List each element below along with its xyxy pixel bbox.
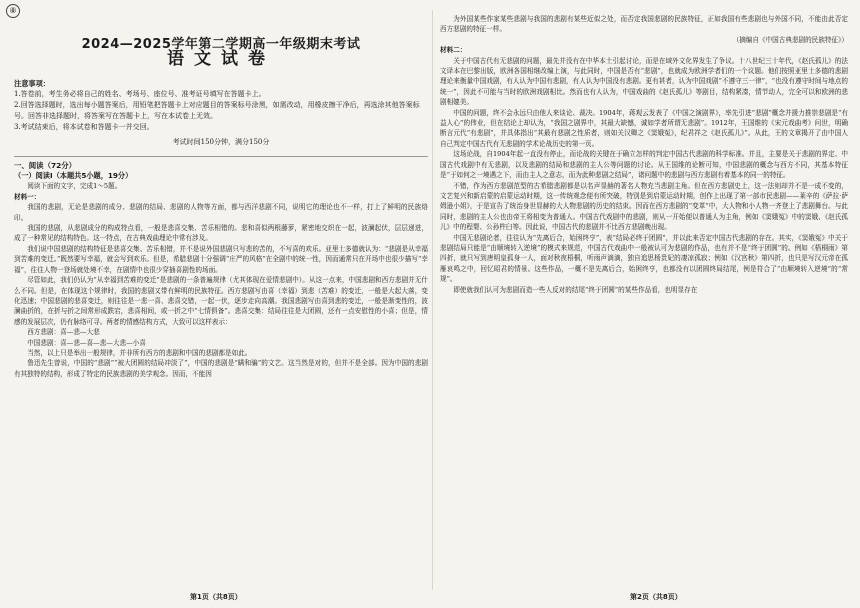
left-column (14, 14, 428, 588)
paragraph: 尽管如此，我们仍认为“从幸福到苦难的变迁”是悲剧的一条普遍规律（尤其体现在爱情悲剧中）。从这一点来，中国悲剧和西方悲剧并无什么不同。但是，在体现这个规律时，我国的悲剧又带有鲜明的民族特征。西方悲剧写由喜（幸福）到悲（苦难）的变迁，一般是大起大落，变化迅速；中国悲剧的悲喜变迁，则往往是一悲一喜、悲喜交错，一起一伏，逐步走向高潮。我国悲剧写由喜到悲的变迁，一般是渐变性的，波澜曲折的，在折与折之间常形成跌宕，悲喜相间，或一折之中“七情俱备”。悲喜交集：结局往往是大团圆，还有一点安慰性的小喜；但是，情感的发展层次，仍有脉络可寻。两者的情感结构方式，大致可以这样表示： (14, 276, 428, 326)
notes-heading: 注意事项： (14, 78, 50, 88)
separator-line (14, 156, 428, 157)
paragraph: 我国的悲剧，从悲剧成分的构成特点看，一般是悲喜交集、苦乐相错的。悲和喜似两根藤萝，紧密地交织在一起，波澜起伏，层层递进，成了一种常见的结构特色。这一特点，在古典戏曲理论中常有涉及。 (14, 224, 428, 243)
paragraph: 关于中国古代有无悲剧的问题，最先并没有在中华本土引起讨论，而是在域外文化界发生了争议。十八世纪三十年代，《赵氏孤儿》的法文译本在巴黎出版，欧洲各国相继改编上演，与此同时，中国是否有“悲剧”，也就成为欧洲学者们的一个议题。他们按照亚里士多德的悲剧理论来衡量中国戏剧，有人认为中国有悲剧，有人认为中国没有悲剧。更有甚者，认为中国戏剧“不遵守三一律”，“也没有遵守时间与地点的统一”，因此不可能与当时的欧洲戏剧相比。然而也有人认为，中国戏曲的《赵氏孤儿》等剧目，结构紧凑，情节动人，完全可以和欧洲的悲剧相媲美。 (440, 56, 848, 107)
paragraph: 我国的悲剧，无论是悲剧的成分、悲剧的结局、悲剧的人物等方面，都与西洋悲剧不同，说明它的理论也不一样，打上了鲜明的民族烙印。 (14, 203, 428, 222)
column-divider (432, 10, 433, 590)
paragraph: 西方悲剧：喜—悲—大悲 (27, 328, 100, 337)
subsection-heading: （一）阅读Ⅰ（本题共5小题，19分） (14, 171, 133, 181)
paragraph: 中国的问题，终不会永远只由他人来谈论、裁决。1904年，蒋观云发表了《中国之演剧界》，率先引进“悲剧”概念并援力推崇悲剧是“有益人心”的伟业，但在结论上却认为，“我国之剧界中，其最大缺憾，诚如学者所谓无悲剧”。1912年，王国维的《宋元戏曲考》问世，明确断言元代“有悲剧”，并具体指出“其最有悲剧之性质者，则如关汉卿之《窦娥冤》，纪君祥之《赵氏孤儿》”。从此，王的文章揭开了由中国人自己判定中国古代有无悲剧的学术论战历史的第一页。 (440, 108, 848, 148)
instruction: 阅读下面的文字，完成1～5题。 (27, 182, 122, 191)
paragraph: 不错，作为西方悲剧范型的古希腊悲剧都是以名声显赫的著名人物充当悲剧主角。但在西方悲剧史上，这一法则却并不是一成不变的，文艺复兴和新启蒙的启蒙运动时期，这一传统观念便有所突破，特别是到启蒙运动时期，创作上出现了第一部市民悲剧——莱辛的《萨拉·萨姆逊小姐》，于是宣告了统治身世显赫的大人物悲剧的历史的结束。因而在西方悲剧的“变革”中，大人物和小人物一齐登上了悲剧舞台。与此同时，悲剧的主人公也由帝王将相变为普通人。中国古代戏剧中的悲剧，则从一开始便以普通人为主角，例如《窦娥冤》中的窦娥、《赵氏孤儿》中的程婴、公孙杵臼等。因此说，中国古代的悲剧并不比西方悲剧晚出现。 (440, 181, 848, 232)
paragraph: 鲁迅先生曾说，中国的“悲剧”“被大团圆的结局冲淡了”，中国的悲剧是“瞒和骗”的文艺。这当然是对的，但并不是全部。因为中国的悲剧有其独特的结构，形成了特定的民族悲剧的美学观念。因而，不能因 (14, 359, 428, 378)
paragraph: 为外国某些作家某些悲剧与我国的悲剧有某些近似之处，而否定我国悲剧的民族特征，正如我国有些悲剧也与外国不同，不能由此否定西方悲剧的特征一样。 (440, 15, 848, 34)
note-item: 1.答卷前，考生务必将自己的姓名、考场号、座位号、准考证号填写在答题卡上。 (14, 90, 266, 99)
exam-title: 2024—2025学年第二学期高一年级期末考试 (81, 37, 361, 52)
exam-time: 考试时间150分钟，满分150分 (172, 138, 270, 147)
right-column (440, 14, 848, 588)
material-label: 材料二： (440, 46, 467, 55)
note-item: 3.考试结束后，将本试卷和答题卡一并交回。 (14, 123, 154, 132)
material-label: 材料一： (14, 192, 41, 201)
subject-title: 语文试卷 (167, 49, 275, 70)
page-number-right: 第2页（共8页） (630, 593, 682, 601)
paragraph: 当然，以上只是举出一般规律，并非所有西方的悲剧和中国的悲剧都是如此。 (27, 348, 252, 357)
paragraph: 中国悲剧：喜—悲—喜—悲—大悲—小喜 (27, 338, 146, 347)
section-heading: 一、阅读（72分） (14, 160, 77, 170)
paragraph: 我们说中国悲剧的结构特征是悲喜交集、苦乐相错，并不是说外国悲剧只写悲的苦的，不写喜的欢乐。亚里士多德就认为：“悲剧是从幸福到苦难的变迁。”既然要写幸福，就会写到欢乐。但是，希腊悲剧十分强调“庄严的风格”在全剧中的统一性，因而通常只在开场中也很少描写“幸福”，往往人物一登场就处境不幸，在剧情中也很少穿插喜剧性的场面。 (14, 244, 428, 274)
source-citation: （摘编自《中国古典悲剧的民族特征》） (732, 35, 848, 44)
page-number-left: 第1页（共8页） (190, 593, 242, 601)
page-mark: ⑧ (6, 4, 20, 18)
note-item: 2.回答选择题时，选出每小题答案后，用铅笔把答题卡上对应题目的答案标号涂黑，如需改动，用橡皮擦干净后，再选涂其他答案标号。回答非选择题时，将答案写在答题卡上，写在本试卷上无效。 (14, 101, 420, 121)
paragraph: 这场论战，自1904年起一直没有停止，而论战的关键在于确立怎样的判定中国古代悲剧的科学标准。并且，主要是关于悲剧的界定、中国古代戏剧中有无悲剧，以及悲剧的结局和悲剧的主人公等问题的讨论。从王国维的论断可知，中国悲剧的概念与西方不同，其基本特征是“于如何之一境遇之下，而由主人之意志，而为此种悲剧之结局”，诸问题中的悲剧与西方悲剧有着基本的同一的特征。 (440, 150, 848, 180)
paragraph: 即使就我们认可为悲剧而造一些人反对的结尾“终于团圆”的某些作品看，也明显存在 (453, 285, 698, 294)
paragraph: 中国无悲剧论者，往往认为“先离后合，始困终亨”，表“结局必终于团圆”，并以此来否定中国古代悲剧的存在。其实，《窦娥冤》中关于悲剧结局只能是“由顺境转入逆境”的模式来规范，中国古代戏曲中一般被认可为悲剧的作品，也有并不是“终于团圆”的。例如《梧桐雨》第四折，就只写到唐明皇孤身一人，面对秋夜梧桐，听雨声滴滴，独自追思杨贵妃的凄凉孤寂；例如《汉宫秋》第四折，也只是写汉元帝在孤雁哀鸣之中，回忆昭君的情景。这些作品，一概不是先离后合，始困终亨，也都没有以团圆终局结尾，例是符合了“由顺境转入逆境”的“常规”。 (440, 233, 848, 284)
